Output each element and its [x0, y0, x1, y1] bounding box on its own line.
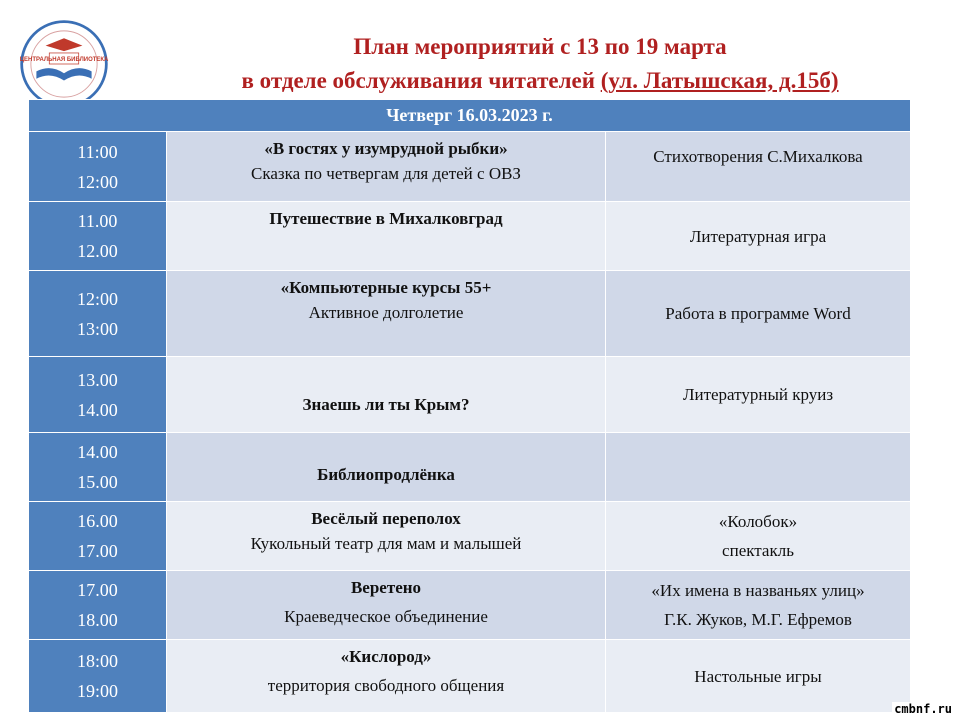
watermark: cmbnf.ru [894, 702, 952, 716]
event-subtitle: Краеведческое объединение [284, 607, 488, 626]
table-row [29, 202, 911, 271]
start-time: 17.00 [77, 580, 118, 600]
time-cell [29, 202, 167, 271]
table-row [29, 502, 911, 571]
event-title: Библиопродлёнка [317, 465, 455, 484]
event-subtitle: Кукольный театр для мам и малышей [250, 534, 522, 553]
event-cell [167, 271, 606, 357]
info-line-1: Литературный круиз [682, 385, 834, 404]
event-title: Путешествие в Михалковград [269, 209, 503, 228]
info-line-1: Стихотворения С.Михалкова [653, 147, 863, 166]
start-time: 18:00 [76, 651, 118, 671]
title-address: (ул. Латышская, д.15б) [600, 68, 839, 93]
event-title: Знаешь ли ты Крым? [302, 395, 470, 414]
event-subtitle: Сказка по четвергам для детей с ОВЗ [251, 164, 521, 183]
info-cell [606, 271, 911, 357]
event-cell [167, 132, 606, 202]
info-line-1: Настольные игры [694, 666, 822, 686]
event-title: Весёлый переполох [311, 509, 461, 528]
start-time: 11:00 [77, 141, 118, 162]
end-time: 12:00 [76, 171, 118, 192]
start-time: 13.00 [77, 369, 118, 390]
time-cell [29, 132, 167, 202]
info-line-2: спектакль [722, 541, 794, 560]
day-header-row [29, 100, 911, 132]
end-time: 18.00 [77, 610, 118, 630]
start-time: 14.00 [77, 442, 118, 462]
event-subtitle: Активное долголетие [308, 303, 464, 322]
event-title: «Компьютерные курсы 55+ [280, 278, 492, 297]
table-row [29, 571, 911, 640]
info-cell [606, 502, 911, 571]
table-row [29, 271, 911, 357]
info-cell [606, 132, 911, 202]
end-time: 12.00 [77, 241, 118, 261]
table-row [29, 640, 911, 713]
time-cell [29, 357, 167, 433]
end-time: 17.00 [77, 541, 118, 561]
event-title: «В гостях у изумрудной рыбки» [264, 139, 508, 158]
info-cell [606, 571, 911, 640]
library-logo-icon [18, 18, 110, 110]
title-line-2-prefix: в отделе обслуживания читателей [241, 68, 601, 93]
info-line-1: «Их имена в названьях улиц» [651, 581, 865, 600]
end-time: 14.00 [77, 399, 118, 420]
event-cell [167, 433, 606, 502]
table-row [29, 132, 911, 202]
end-time: 19:00 [76, 681, 118, 701]
time-cell [29, 502, 167, 571]
table-row [29, 433, 911, 502]
table-row [29, 357, 911, 433]
title-line-2 [150, 64, 930, 98]
time-cell [29, 571, 167, 640]
event-cell [167, 640, 606, 713]
time-cell [29, 433, 167, 502]
event-cell [167, 357, 606, 433]
info-cell [606, 357, 911, 433]
info-cell [606, 640, 911, 713]
event-title: «Кислород» [340, 647, 432, 666]
event-cell [167, 502, 606, 571]
page-title [150, 30, 930, 98]
time-cell [29, 271, 167, 357]
title-line-1: План мероприятий с 13 по 19 марта [353, 34, 727, 59]
event-cell [167, 571, 606, 640]
svg-text:ЦЕНТРАЛЬНАЯ БИБЛИОТЕКА: ЦЕНТРАЛЬНАЯ БИБЛИОТЕКА [19, 56, 109, 63]
end-time: 13:00 [76, 318, 118, 339]
start-time: 12:00 [76, 288, 118, 309]
info-cell [606, 433, 911, 502]
day-header: Четверг 16.03.2023 г. [29, 100, 911, 132]
info-cell [606, 202, 911, 271]
info-line-2: Г.К. Жуков, М.Г. Ефремов [664, 610, 852, 629]
start-time: 16.00 [77, 511, 118, 531]
event-cell [167, 202, 606, 271]
start-time: 11.00 [77, 211, 118, 231]
end-time: 15.00 [77, 472, 118, 492]
info-line-1: Работа в программе Word [665, 304, 851, 323]
info-line-1: «Колобок» [718, 512, 798, 531]
schedule-table [28, 99, 911, 713]
time-cell [29, 640, 167, 713]
info-line-1: Литературная игра [689, 226, 827, 246]
event-title: Веретено [350, 578, 422, 597]
event-subtitle: территория свободного общения [267, 676, 505, 695]
